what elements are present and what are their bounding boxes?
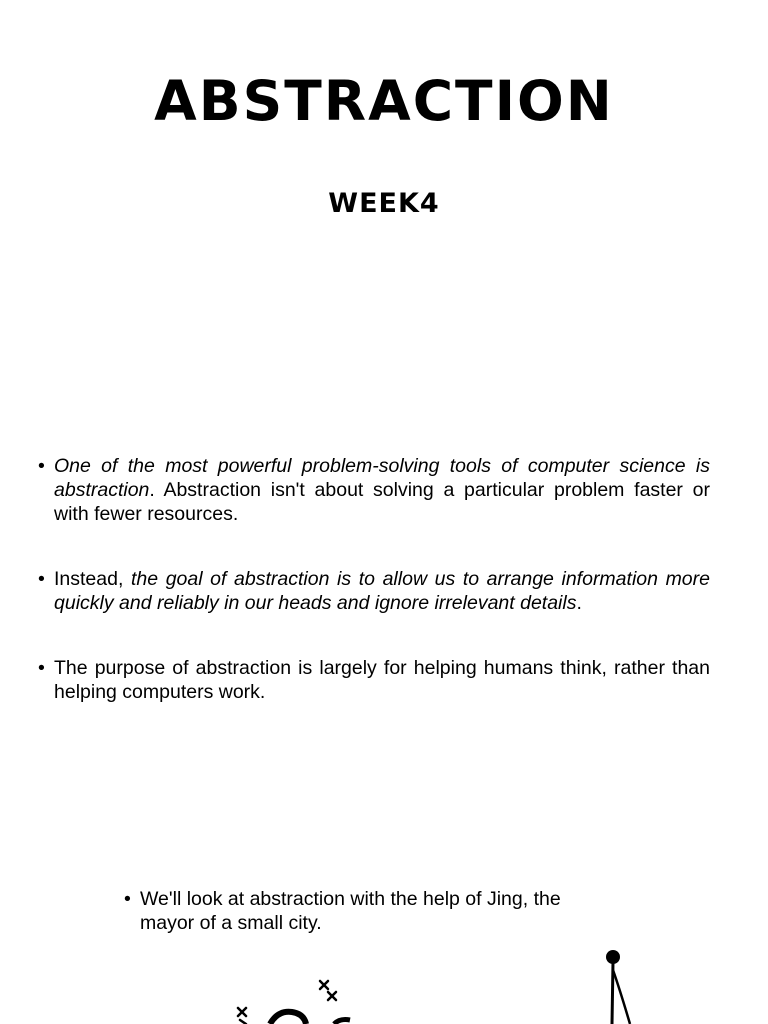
bullet-dot: • <box>38 455 45 477</box>
bullet-2-end: . <box>576 592 582 614</box>
secondary-bullet-item <box>124 887 604 935</box>
bullet-3-text: The purpose of abstraction is largely for helping humans think, rather than helping computers work. <box>54 657 710 703</box>
bullet-dot: • <box>38 657 45 679</box>
bullet-item-3 <box>38 656 710 704</box>
bullet-item-2 <box>38 567 710 615</box>
bullet-2-italic: the goal of abstraction is to allow us to arrange information more quickly and reliably in our heads and ignore irrelevant details <box>54 568 710 614</box>
bullet-dot: • <box>124 888 131 910</box>
page-title: ABSTRACTION <box>154 69 614 133</box>
bullet-1-italic: One of the most powerful problem-solving tools of computer science is abstraction <box>54 455 710 501</box>
bullet-item-1 <box>38 454 710 526</box>
bullet-dot: • <box>38 568 45 590</box>
stick-figure-drawing-icon <box>0 940 768 1024</box>
page-subtitle: WEEK4 <box>328 188 440 219</box>
bullet-1-text: . Abstraction isn't about solving a particular problem faster or with fewer resources. <box>54 479 710 525</box>
secondary-bullet-list <box>124 887 604 935</box>
secondary-bullet-text: We'll look at abstraction with the help of Jing, the mayor of a small city. <box>140 888 561 934</box>
bullet-list <box>38 454 710 745</box>
bullet-2-lead: Instead, <box>54 568 131 590</box>
